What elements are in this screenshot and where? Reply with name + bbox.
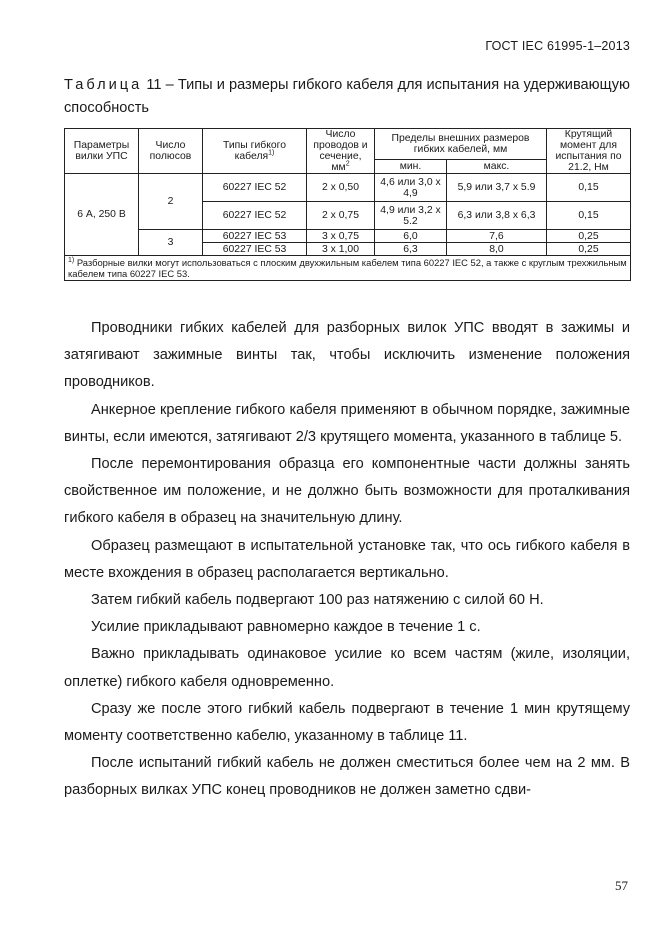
- table-caption-text: – Типы и размеры гибкого кабеля для испытания на удерживающую способность: [64, 77, 631, 116]
- paragraph: Важно прикладывать одинаковое усилие ко всем частям (жиле, изоляции, оплетке) гибкого кабеля одновременно.: [64, 646, 630, 690]
- cell-torque: 0,15: [547, 174, 631, 202]
- cable-table: [64, 128, 631, 281]
- paragraph: Сразу же после этого гибкий кабель подвергают в течение 1 мин крутящему моменту соответственно кабелю, указанному в таблице 11.: [64, 700, 630, 745]
- cell-wires: 3 x 1,00: [307, 243, 375, 256]
- footnote-row: [65, 256, 631, 281]
- cell-rating: 6 А, 250 В: [65, 174, 139, 256]
- table-footnote: [65, 256, 631, 281]
- cell-torque: 0,25: [547, 243, 631, 256]
- table-row: [65, 230, 631, 243]
- header-limits: Пределы внешних размеров гибких кабелей, мм: [375, 129, 547, 160]
- document-header: ГОСТ IEC 61995-1–2013: [485, 39, 630, 53]
- header-row: [65, 129, 631, 160]
- header-poles: Число полюсов: [139, 129, 203, 174]
- footnote-mark: 1): [68, 256, 75, 264]
- unit-superscript: 2: [345, 160, 350, 168]
- body-text: [64, 315, 630, 805]
- cell-wires: 2 x 0,50: [307, 174, 375, 202]
- table-caption-label: Таблица: [64, 77, 143, 93]
- header-wires-text: Число проводов и сечение, мм: [313, 129, 368, 173]
- footnote-text: Разборные вилки могут использоваться с плоским двухжильным кабелем типа 60227 IEC 52, а также с круглым трехжильным кабелем типа 60227 IEC 53.: [68, 257, 627, 279]
- cell-max: 6,3 или 3,8 x 6,3: [447, 202, 547, 230]
- paragraph: Проводники гибких кабелей для разборных вилок УПС вводят в зажимы и затягивают зажимные винты так, чтобы исключить изменение положения проводников.: [64, 320, 630, 391]
- paragraph: Затем гибкий кабель подвергают 100 раз натяжению с силой 60 Н.: [91, 592, 544, 609]
- table-caption: [64, 74, 630, 120]
- header-params: Параметры вилки УПС: [65, 129, 139, 174]
- page-number: 57: [615, 878, 628, 893]
- cell-poles: 2: [139, 174, 203, 230]
- cell-cable-type: 60227 IEC 52: [203, 174, 307, 202]
- cell-wires: 2 x 0,75: [307, 202, 375, 230]
- cell-cable-type: 60227 IEC 53: [203, 230, 307, 243]
- table-caption-number: 11: [146, 77, 162, 93]
- cell-max: 7,6: [447, 230, 547, 243]
- cell-min: 6,3: [375, 243, 447, 256]
- cell-max: 8,0: [447, 243, 547, 256]
- paragraph: Образец размещают в испытательной установке так, что ось гибкого кабеля в месте вхождения в образец располагается вертикально.: [64, 537, 630, 581]
- header-torque: Крутящий момент для испытания по 21.2, Нм: [547, 129, 631, 174]
- paragraph: После перемонтирования образца его компонентные части должны занять свойственное им положение, и не должно быть возможности для проталкивания гибкого кабеля в образец на значительную длину.: [64, 456, 630, 527]
- header-max: макс.: [447, 159, 547, 173]
- table-row: [65, 174, 631, 202]
- cell-torque: 0,25: [547, 230, 631, 243]
- cell-min: 6,0: [375, 230, 447, 243]
- paragraph: Анкерное крепление гибкого кабеля применяют в обычном порядке, зажимные винты, если имеются, затягивают 2/3 крутящего момента, указанного в таблице 5.: [64, 401, 630, 445]
- cell-cable-type: 60227 IEC 52: [203, 202, 307, 230]
- header-cable-type: [203, 129, 307, 174]
- cell-torque: 0,15: [547, 202, 631, 230]
- paragraph: Усилие прикладывают равномерно каждое в течение 1 с.: [91, 619, 481, 636]
- cell-min: 4,9 или 3,2 x 5.2: [375, 202, 447, 230]
- cell-cable-type: 60227 IEC 53: [203, 243, 307, 256]
- header-cable-type-text: Типы гибкого кабеля: [222, 140, 286, 162]
- cell-poles: 3: [139, 230, 203, 256]
- header-wires: [307, 129, 375, 174]
- cell-min: 4,6 или 3,0 x 4,9: [375, 174, 447, 202]
- header-min: мин.: [375, 159, 447, 173]
- cell-max: 5,9 или 3,7 x 5.9: [447, 174, 547, 202]
- cell-wires: 3 x 0,75: [307, 230, 375, 243]
- paragraph: После испытаний гибкий кабель не должен сместиться более чем на 2 мм. В разборных вилках УПС конец проводников не должен заметно сдви-: [64, 755, 630, 799]
- footnote-ref: 1): [268, 149, 275, 157]
